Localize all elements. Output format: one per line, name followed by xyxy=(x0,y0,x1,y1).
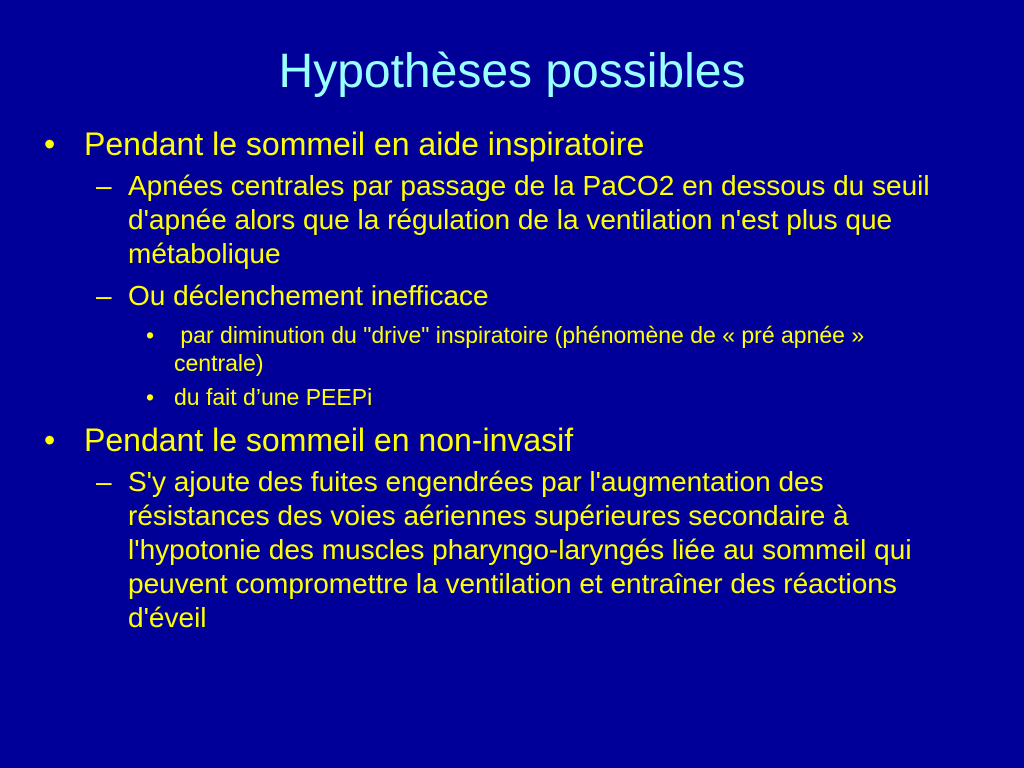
bullet-dash-icon: – xyxy=(96,170,112,201)
bullet-level1-item xyxy=(0,125,1024,163)
bullet-dot-icon: • xyxy=(44,422,56,458)
bullet-text: Apnées centrales par passage de la PaCO2 en dessous du seuil d'apnée alors que la régulation de la ventilation n'est plus que métabolique xyxy=(128,170,930,269)
slide-body xyxy=(0,125,1024,643)
bullet-dash-icon: – xyxy=(96,466,112,497)
bullet-dot-icon: • xyxy=(146,322,155,348)
bullet-level1-item xyxy=(0,421,1024,459)
bullet-level3-item xyxy=(0,383,1024,411)
bullet-text: du fait d’une PEEPi xyxy=(174,384,373,410)
bullet-level2-item xyxy=(0,169,1024,271)
bullet-text: Pendant le sommeil en non-invasif xyxy=(84,422,574,458)
bullet-level2-item xyxy=(0,465,1024,635)
bullet-text: Ou déclenchement inefficace xyxy=(128,280,489,311)
bullet-text: par diminution du "drive" inspiratoire (phénomène de « pré apnée » centrale) xyxy=(174,322,871,376)
bullet-level3-item xyxy=(0,321,1024,377)
bullet-text: Pendant le sommeil en aide inspiratoire xyxy=(84,126,645,162)
bullet-dash-icon: – xyxy=(96,280,112,311)
bullet-dot-icon: • xyxy=(44,126,56,162)
slide-title: Hypothèses possibles xyxy=(278,45,746,98)
bullet-dot-icon: • xyxy=(146,384,155,410)
bullet-level2-item xyxy=(0,279,1024,313)
bullet-text: S'y ajoute des fuites engendrées par l'augmentation des résistances des voies aériennes supérieures secondaire à l'hypotonie des muscles pharyngo-laryngés liée au sommeil qui peuvent compromettre la ventilation et entraîner des réactions d'éveil xyxy=(128,466,912,633)
